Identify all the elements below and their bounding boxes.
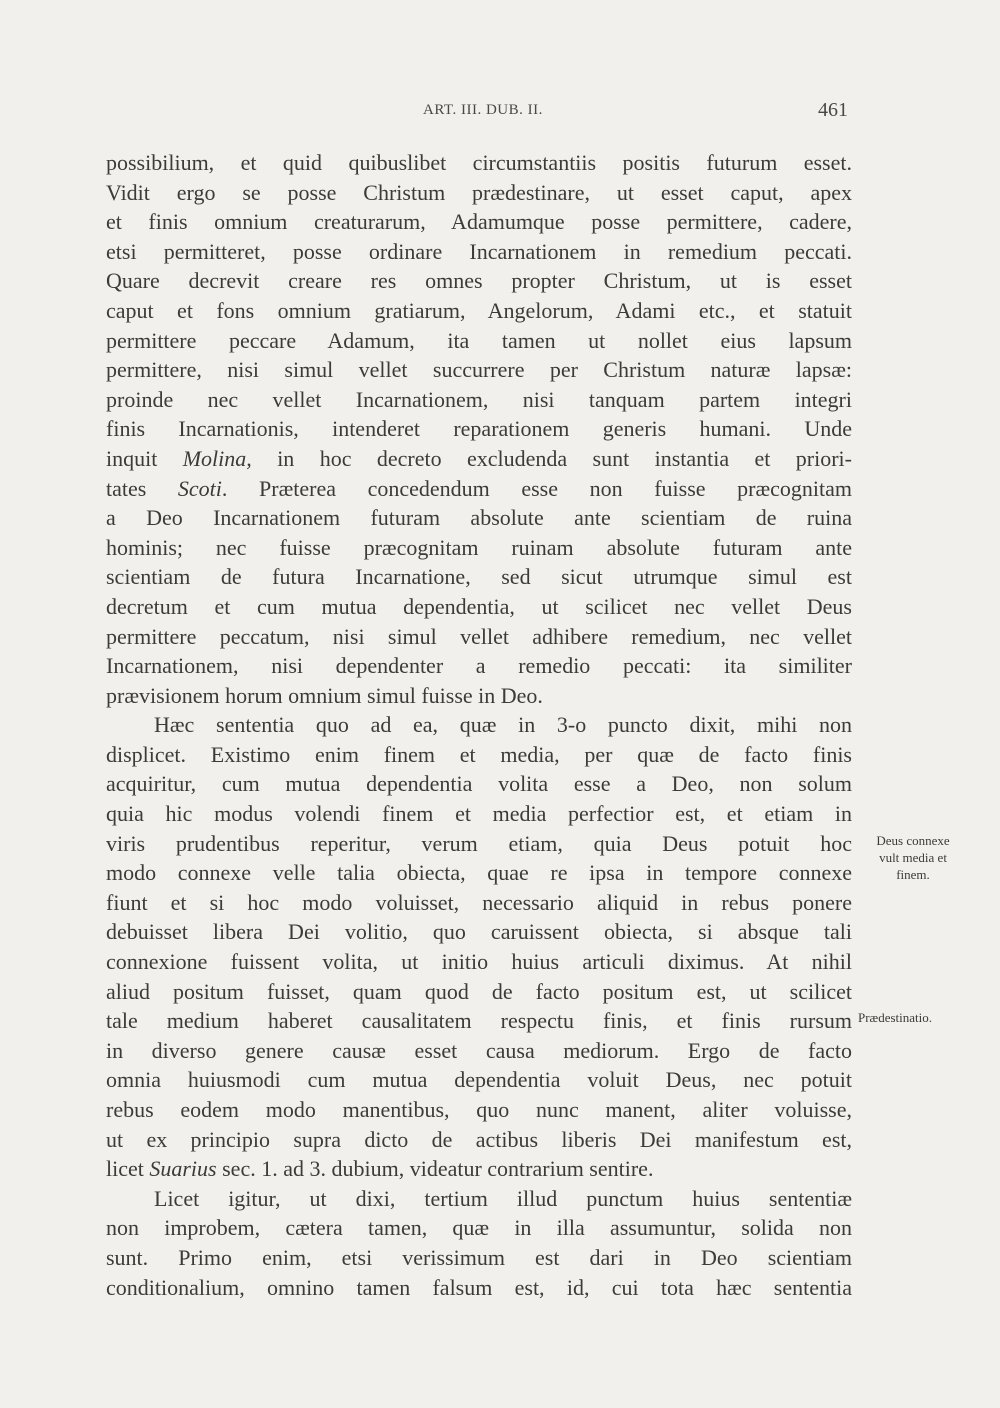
- text-line: permittere peccare Adamum, ita tamen ut nollet eius lapsum: [106, 327, 852, 353]
- text-line: a Deo Incarnationem futuram absolute ante scientiam de ruina: [106, 505, 852, 531]
- text-line: quia hic modus volendi finem et media perfectior est, et etiam in: [106, 801, 852, 827]
- text-line: Licet igitur, ut dixi, tertium illud punctum huius sententiæ: [154, 1185, 852, 1211]
- text-line: viris prudentibus reperitur, verum etiam, quia Deus potuit hoc: [106, 830, 852, 856]
- page-number: 461: [818, 99, 848, 121]
- text-line: rebus eodem modo manentibus, quo nunc manent, aliter voluisse,: [106, 1097, 852, 1122]
- text-fragment: inquit: [106, 445, 183, 471]
- text-fragment: . Præterea concedendum esse non fuisse præcognitam: [221, 475, 852, 501]
- running-head: [0, 99, 1000, 129]
- text-line: finis Incarnationis, intenderet reparationem generis humani. Unde: [106, 416, 852, 442]
- text-fragment: in hoc decreto excludenda sunt instantia et priori-: [251, 445, 852, 471]
- text-line: caput et fons omnium gratiarum, Angelorum, Adami etc., et statuit: [106, 297, 852, 323]
- text-line: in diverso genere causæ esset causa mediorum. Ergo de facto: [106, 1037, 852, 1063]
- margin-note-line: Deus connexe: [876, 833, 950, 848]
- paragraph-3: [106, 1184, 852, 1302]
- text-line: tale medium haberet causalitatem respectu finis, et finis rursum: [106, 1008, 852, 1034]
- text-line: scientiam de futura Incarnatione, sed sicut utrumque simul est: [106, 564, 852, 590]
- text-line: [106, 474, 852, 504]
- running-title: ART. III. DUB. II.: [423, 102, 543, 118]
- text-line: fiunt et si hoc modo voluisset, necessario aliquid in rebus ponere: [106, 889, 852, 915]
- author-name-scotus: Scoti: [177, 475, 222, 501]
- text-line: possibilium, et quid quibuslibet circumstantiis positis futurum esset.: [106, 150, 852, 175]
- text-line: connexione fuissent volita, ut initio huius articuli diximus. At nihil: [106, 949, 852, 975]
- text-line: displicet. Existimo enim finem et media, per quæ de facto finis: [106, 741, 852, 767]
- margin-note-praedestinatio: Prædestinatio.: [858, 1010, 933, 1025]
- author-name-suarius: Suarius: [149, 1156, 217, 1182]
- text-line: permittere peccatum, nisi simul vellet adhibere remedium, nec vellet: [106, 623, 852, 649]
- text-line: Quare decrevit creare res omnes propter Christum, ut is esset: [106, 268, 852, 294]
- body-text: [106, 148, 852, 1302]
- text-line: ut ex principio supra dicto de actibus liberis Dei manifestum est,: [106, 1126, 852, 1152]
- margin-note-line: finem.: [896, 867, 930, 882]
- text-line: omnia huiusmodi cum mutua dependentia voluit Deus, nec potuit: [106, 1067, 852, 1093]
- text-line: etsi permitteret, posse ordinare Incarnationem in remedium peccati.: [106, 238, 852, 264]
- text-line: Incarnationem, nisi dependenter a remedio peccati: ita similiter: [106, 653, 852, 679]
- text-line: modo connexe velle talia obiecta, quae re ipsa in tempore connexe: [106, 860, 852, 886]
- text-line: Vidit ergo se posse Christum prædestinare, ut esset caput, apex: [106, 179, 852, 205]
- text-line: prævisionem horum omnium simul fuisse in Deo.: [106, 682, 543, 708]
- text-line: [106, 1154, 852, 1184]
- text-line: proinde nec vellet Incarnationem, nisi tanquam partem integri: [106, 386, 852, 412]
- text-line: debuisset libera Dei volitio, quo caruissent obiecta, si absque tali: [106, 919, 852, 945]
- margin-note-line: vult media et: [879, 850, 947, 865]
- text-line: permittere, nisi simul vellet succurrere per Christum naturæ lapsæ:: [106, 357, 852, 383]
- text-line: decretum et cum mutua dependentia, ut scilicet nec vellet Deus: [106, 593, 852, 619]
- text-line: hominis; nec fuisse præcognitam ruinam absolute futuram ante: [106, 534, 852, 560]
- text-fragment: sec. 1. ad 3. dubium, videatur contrarium sentire.: [216, 1156, 654, 1182]
- text-line: et finis omnium creaturarum, Adamumque posse permittere, cadere,: [106, 209, 852, 235]
- text-fragment: tates: [106, 475, 178, 501]
- text-line: [106, 444, 852, 474]
- paragraph-1: [106, 148, 852, 710]
- text-line: acquiritur, cum mutua dependentia volita esse a Deo, non solum: [106, 771, 852, 797]
- text-line: conditionalium, omnino tamen falsum est, id, cui tota hæc sententia: [106, 1274, 852, 1300]
- paragraph-2: [106, 710, 852, 1184]
- text-line: Hæc sententia quo ad ea, quæ in 3-o puncto dixit, mihi non: [154, 712, 852, 738]
- text-line: aliud positum fuisset, quam quod de facto positum est, ut scilicet: [106, 978, 852, 1004]
- text-line: sunt. Primo enim, etsi verissimum est dari in Deo scientiam: [106, 1244, 852, 1270]
- text-fragment: licet: [106, 1156, 150, 1182]
- margin-note-deus-connexe: [858, 832, 968, 883]
- text-line: non improbem, cætera tamen, quæ in illa assumuntur, solida non: [106, 1215, 852, 1241]
- author-name-molina: Molina,: [182, 445, 252, 471]
